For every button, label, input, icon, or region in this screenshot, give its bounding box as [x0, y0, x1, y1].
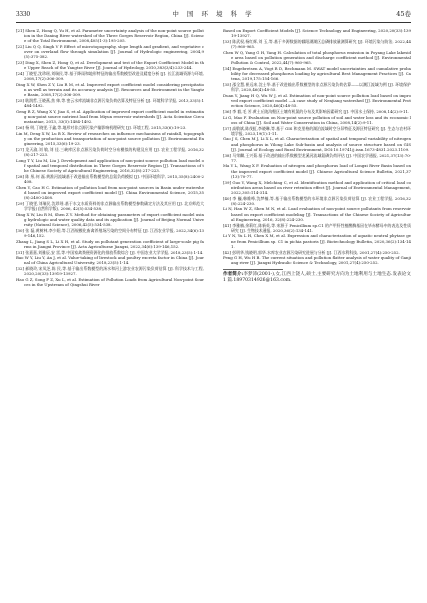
reference-entry: Based on Export Coefficient Models [J]. Science Technology and Engineering, 2020,20(33):13919-13927.	[223, 28, 411, 39]
author-note-divider	[223, 269, 283, 270]
reference-entry: Chen Y, Cao H C. Estimation of pollution load from non-point sources in Basin under watershed based on improved export coefficient model [J]. China Environmental Science, 2015,35(8):2400-2408.	[16, 184, 204, 200]
reference-entry: [40] 李 巍,韩维峥,沈梦楠,等.基于输出系数模型的水环境非点源污染负荷估算 [J]. 农业工程学报, 2016,32(8):224-230.	[223, 195, 411, 206]
page-header	[16, 8, 411, 20]
reference-entry: [28] 陈 彤,何 磊.黄淮河流域基于改进输出系数模型的总氮负荷模拟 [J]. 中国环境科学, 2015,35(8):2400-2408.	[16, 173, 204, 184]
reference-entry: [36] 李 毅,毛 芳.黄土丘陵沟壑区土壤有机氮的分布及其影响因素研究 [J]. 中国水土保持, 2008,14(2):9-11.	[223, 108, 410, 114]
reference-entry: Ma Y L, Wang X F. Evaluation of nitrogen and phosphorus load of Longxi River Basin based on the improved export coefficient model [J]. Chinese Agricultural Science Bulletin, 2021,37(13):70-77.	[223, 163, 411, 179]
reference-entry: Long T Y, Liu M, Liu J. Development and application of non-point source pollution load model of spatial and temporal distribution in Three Gorges Reservoir Region [J]. Transactions of the Chinese Society of Agricultural Engineering, 2016,32(8):217-223.	[16, 157, 204, 173]
reference-entry: [21] Shen Z, Hong Q, Yu H, et al. Parameter uncertainty analysis of the non-point source pollution in the Daning River watershed of the Three Gorges Reservoir Region, China [J]. Science of the Total Environment, 2008,405(1-3):195-205.	[16, 28, 204, 44]
reference-entry: [30] 张 磊,黄树林,李少阳,等.江西规模化畜禽养殖场污染的空间分布特征 [J]. 江西农业学报, 2022,34(6):139-146,152.	[16, 227, 204, 238]
reference-entry: [38] 马荣麟,王兴菊.基于改进的输出系数模型龙溪河流域氮磷负荷评估 [J]. 中国农学通报, 2021,37(13):70-77.	[223, 152, 411, 163]
reference-entry: Li N, Han W Z, Shen M N, et al. Load evaluation of non-point source pollutants from reservoir based on export coefficient modeling [J]. Transactions of the Chinese Society of Agricultural Engineering, 2016, 32(8):224-230.	[223, 206, 411, 222]
reference-entry: Hao G Z, Song F Z, Xu L, et al. Estimation of Pollution Loads from Agricultural Non-point Sources in the Upstream of Qingshui River	[16, 277, 204, 288]
reference-entry: Geng R Z, Wang X Y, Jiao S, et al. Application of improved export coefficient model in estimating non-point source nutrient load from Miyun reservoir watersheds [J]. Acta Scientiae Circumstantiae, 2013, 33(5):1484-1492.	[16, 108, 204, 125]
reference-entry: Ding X W, Shen Z Y, Liu R M, et al. Improved export coefficient model considering precipitation as well as terrain and its accuracy analysis [J]. Resources and Environment in the Yangtze Basin, 2008,17(2):306-309.	[16, 81, 204, 98]
header-rule	[16, 22, 411, 23]
reference-entry: [41] 李雅楠,余莉红,陈新英,等.来源于 Penicillium sp.C1 的产甲肝性植酸酶基因在毕赤酵母中的表达及性质研究 [J]. 生物技术通报, 2020,36(2):134-141.	[223, 222, 411, 233]
reference-entry: Gao J S, Chen M J, Li X L, et al. Characterization of spatial and temporal variability of nitrogen and phosphorus in Yilong Lake Sub-basin and analysis of source structure based on GIS [J]. Journal of Ecology and Rural Environment, DOI:10.19741/j.issn.1673-4831.2023.1109.	[223, 136, 411, 152]
reference-entry: [25] 耿润哲,王晓燕,焦 帅,等.密云水库流域非点源污染负荷估算及特征分析 [J]. 环境科学学报, 2013,33(5):1484-1492.	[16, 98, 204, 109]
volume-label: 45卷	[396, 10, 411, 18]
reference-entry: [35] 邵全慧,崔远来,沈士华.基于改进输出系数模型的非点源污染负荷估算——以潮江流域为例 [J]. 环境保护科学, 2020,46(4):48-55.	[223, 81, 411, 93]
reference-entry: [39] Guo Y, Wang X, Melching C, et al. Identification method and application of critical load contribution areas based on river retention effect [J]. Journal of Environmental Management, 2022,305:114-314.	[223, 179, 411, 195]
reference-entry: Zhang L, Jiang S L, Li X H, et al. Study on pollutant generation coefficient of large-scale pig farms in Jiangxi Province [J]. Acta Agriculturae Jiangxi, 2022,34(6):139-146,152.	[16, 238, 204, 249]
reference-entry: Peng G H, Wu H B. The current situation and pollution flatter analysis of water quality of Ganjiang river [J]. Jiangxi Hydraulic Science & Technology, 2001,27(4):250-252.	[223, 255, 411, 266]
reference-entry: [22] Liu Q Q, Singh V P. Effect of microtopography, slope length and gradient, and vegetative cover on overland flow through simulation [J]. Journal of Hydrologic engineering, 2004,9(5):375-382.	[16, 44, 204, 60]
reference-entry: [27] 龙天渝,刘 敏,刘 佳.三峡库区非点源污染负荷时空分布模拟的构建及应用 [J]. 农业工程学报, 2016,32(8):217-223.	[16, 146, 204, 157]
reference-entry: Lin M, Deng X W, Lu B X. Review of researches on influence mechanisms of rainfall, topography on the production and transportation of non-point source pollution [J]. Environmental Engineering, 2015,33(6):19-23.	[16, 130, 204, 147]
reference-entry: [37] 高敬斌,陈茂虹,李晓琳,等.基于 GIS 和克里格的湖泊流域时空分异特征及源区特征研究 [J]. 生态与农村环境学报, 2023,19(1):1-11.	[223, 125, 411, 136]
page-number: 3330	[16, 10, 30, 18]
author-note	[223, 272, 411, 284]
reference-entry: Duan Y, Jiang H Q, Wu W J, et al. Estimation of non-point source pollution load based on improved export coefficient model —A case study of Nenjiang watershed [J]. Environmental Protection Science, 2020,46(4):48-55.	[223, 92, 411, 109]
references-right-column	[223, 28, 411, 284]
reference-entry: Li Y N, Yu L H, Chen X M, et al. Expression and characterization of aquatic neutral phytase gene from Penicillium sp. C1 in pichia pastoris [J]. Biotechnology Bulletin, 2020,36(2):134-141.	[223, 233, 411, 249]
reference-entry: Ding X W, Liu R M, Shen Z Y. Method for obtaining parameters of export coefficient model using hydrologic and water quality data and its application [J]. Journal of Beijing Normal University (Natural Science), 2006,42(5):534-538.	[16, 211, 204, 227]
reference-entry: [42] 彭明华,钱晓明,郭华.水库农业农源污染研究进展与分析 [J]. 江西水利科技, 2001,27(4):250-252.	[223, 249, 400, 255]
reference-entry: [33] 陈武权,杨红辉,刘 玉,等.基于多源数据的鄱阳湖湖区总磷排放量测算研究 [J]. 环境污染与防治, 2022,44(7):960-965.	[223, 38, 411, 50]
reference-entry: [23] Ding X, Shen Z, Hong Q, et al. Development and test of the Export Coefficient Model in the Upper Reach of the Yangtze River [J]. Journal of Hydrology, 2010,383(3/4):233-244.	[16, 60, 204, 71]
reference-entry: [34] Engebretsen A, Vogt R D, Bechmann M. SWAT model uncertainties and cumulative probability for decreased phosphorus loading by agricultural Best Management Practices [J]. Catena, 2019,175:154-166.	[223, 65, 411, 82]
reference-entry: [29] 丁晓雯,刘瑞民,沈珍瑶.基于水文水质资料的非点源输出系数模型参数确定方法及其应用 [J]. 北京师范大学学报(自然科学版), 2006, 42(5):534-538.	[16, 200, 204, 211]
author-note-label: 作者简介:	[223, 271, 244, 277]
journal-title: 中 国 环 境 科 学	[172, 10, 255, 18]
reference-entry: [31] 张嘉嘉,刘雅辰,安 雷,等.中国家禽粪便资源化的排放系数综合 [J]. 中国农业大学学报, 2018,23(5):1-14.	[16, 249, 204, 255]
references-left-column	[16, 28, 204, 288]
reference-entry: Bao W Y, Liu Y, An J, et al. Value-taking of livestock and poultry excreta factor in China [J]. Journal of China Agricultural University, 2018,23(5):1-14.	[16, 255, 204, 266]
reference-entry: Chen W Q, Yang G H, Yang H. Calculation of total phosphorus emission in Poyang Lake lakeside area based on pollution generation and discharge coefficient method [J]. Environmental Pollution & Control, 2022,44(7):960-965.	[223, 49, 411, 66]
reference-entry: [32] 郝晓玲,宋凤芝,陈 民,等.基于输出系数模型的汤水和河上游农业农源污染负荷估算 [J]. 科学技术与工程, 2020,20(33):13919-13927.	[16, 266, 204, 277]
author-note-text: 李梦沛(2001-),女,江西上饶人,硕士,主要研究方向为土地利用与土地生态.发表论文 1 篇.18970314926@163.com.	[223, 271, 411, 283]
reference-entry: [26] 杨 明,丁晓雯,于鑫,等.地形对非点源污染产输影响机理研究 [J]. 环境工程, 2015,33(6):19-23.	[16, 124, 187, 130]
reference-entry: [24] 丁晓雯,沈珍瑶,刘瑞民,等.基于降雨和地形特征的输出系数模型改进及精度分析 [J]. 长江流域资源与环境, 2008,17(2):306-309.	[16, 71, 204, 82]
reference-entry: Li G, Mao F. Evaluation on Non-point source pollution of soil and water loss and its economic loss of China [J]. Soil and Water Conservation in China, 2008,14(2):9-11.	[223, 114, 411, 125]
